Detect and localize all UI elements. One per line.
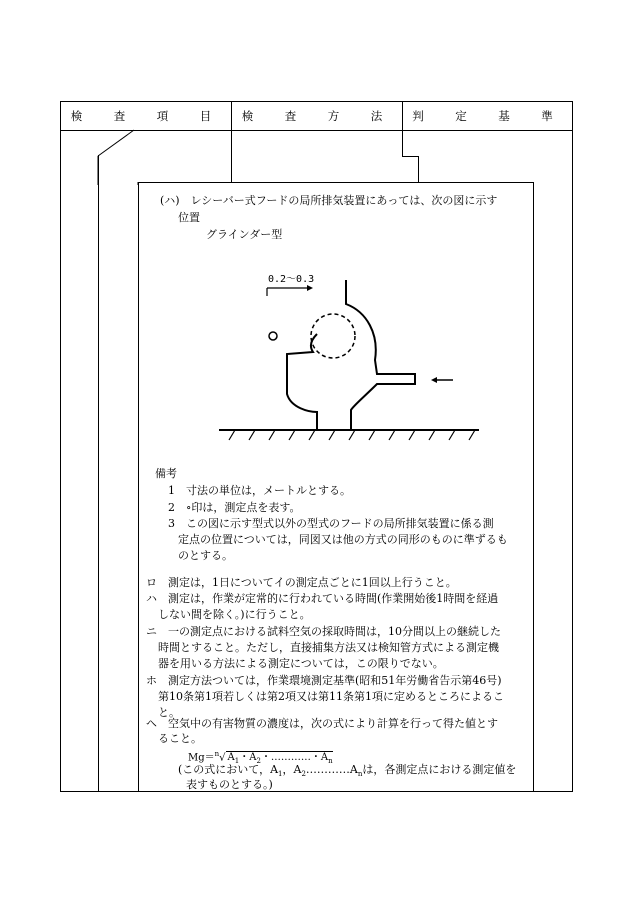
formula-note-end: は，各測定点における測定値を [362,763,517,776]
item-ni-line-1: ニ 一の測定点における試料空気の採取時間は，10分間以上の継続した [146,625,501,638]
formula-note-line-2: 表すものとする。) [186,778,273,791]
note-3-line-1: 3 この図に示す型式以外の型式のフードの局所排気装置に係る測 [168,517,494,530]
dimension-label: 0.2～0.3 [268,274,315,285]
inner-box-right [533,182,534,792]
item-he-line-2: ること。 [158,732,202,745]
figure-label: グラインダー型 [206,228,283,241]
criteria-step-horizontal [402,156,419,157]
column-line-criteria [402,130,403,157]
formula-a1-sub: 1 [234,757,240,766]
header-inspection-method: 検 査 方 法 [241,109,393,123]
notes-heading: 備考 [155,467,177,480]
note-2: 2 ∘印は，測定点を表す。 [168,501,301,514]
note-1: 1 寸法の単位は，メートルとする。 [168,484,351,497]
formula-note-a1-sub: 1 [278,770,283,779]
column-line-inner [138,182,139,792]
formula-a2-sub: 2 [256,757,261,766]
root-sign-icon: √ [219,752,226,764]
formula-a1: A [227,752,235,764]
item-he-line-1: ヘ 空気中の有害物質の濃度は，次の式により計算を行って得た値とす [146,717,498,730]
receiver-hood-title: (ハ) レシーバー式フードの局所排気装置にあっては、次の図に示す [160,194,498,207]
note-3-line-2: 定点の位置については，同図又は他の方式の同形のものに準ずるも [178,533,508,546]
column-line-criteria-step [418,156,419,183]
formula-note-n: n [357,770,363,779]
formula-note-a2-sub: 2 [301,770,306,779]
grinder-hood-figure [215,262,485,452]
formula-note-a2: ，A [282,763,302,776]
formula-note-a1: (この式において，A [178,763,279,776]
table-bottom-border [60,791,573,792]
item-ni-line-2: 時間とすること。ただし，直接捕集方法又は検知管方式による測定機 [158,641,499,654]
table-right-border [572,101,573,792]
formula-note-mid: …………A [305,763,358,776]
formula-an-sub: n [328,757,333,766]
item-ho-line-3: と。 [158,706,180,719]
diagonal-connector [96,129,140,185]
column-line-method [231,130,232,183]
item-ro: ロ 測定は，1日についてイの測定点ごとに1回以上行うこと。 [146,576,457,589]
measurement-point-icon [269,332,277,340]
header-inspection-item: 検 査 項 目 [70,109,222,123]
item-ho-line-1: ホ 測定方法ついては，作業環境測定基準(昭和51年労働省告示第46号) [146,674,502,687]
receiver-hood-title-cont: 位置 [178,211,200,224]
table-left-border [60,101,61,792]
item-ha-line-2: しない間を除く。)に行うこと。 [158,608,311,621]
formula-a2: ・A [239,752,257,764]
item-ni-line-3: 器を用いる方法による測定については，この限りでない。 [158,657,444,670]
note-3-line-3: のとする。 [178,549,233,562]
item-ha-line-1: ハ 測定は，作業が定常的に行われている時間(作業開始後1時間を経過 [146,592,499,605]
header-judgment-criteria: 判 定 基 準 [412,109,563,123]
column-line-left [98,155,99,792]
formula-lhs: Mg＝ [188,752,215,764]
formula-root-index: n [214,750,220,758]
formula-mid: ・…………・A [260,752,329,764]
item-ho-line-2: 第10条第1項若しくは第2項又は第11条第1項に定めるところによるこ [158,690,504,703]
inner-box-top [138,182,534,183]
